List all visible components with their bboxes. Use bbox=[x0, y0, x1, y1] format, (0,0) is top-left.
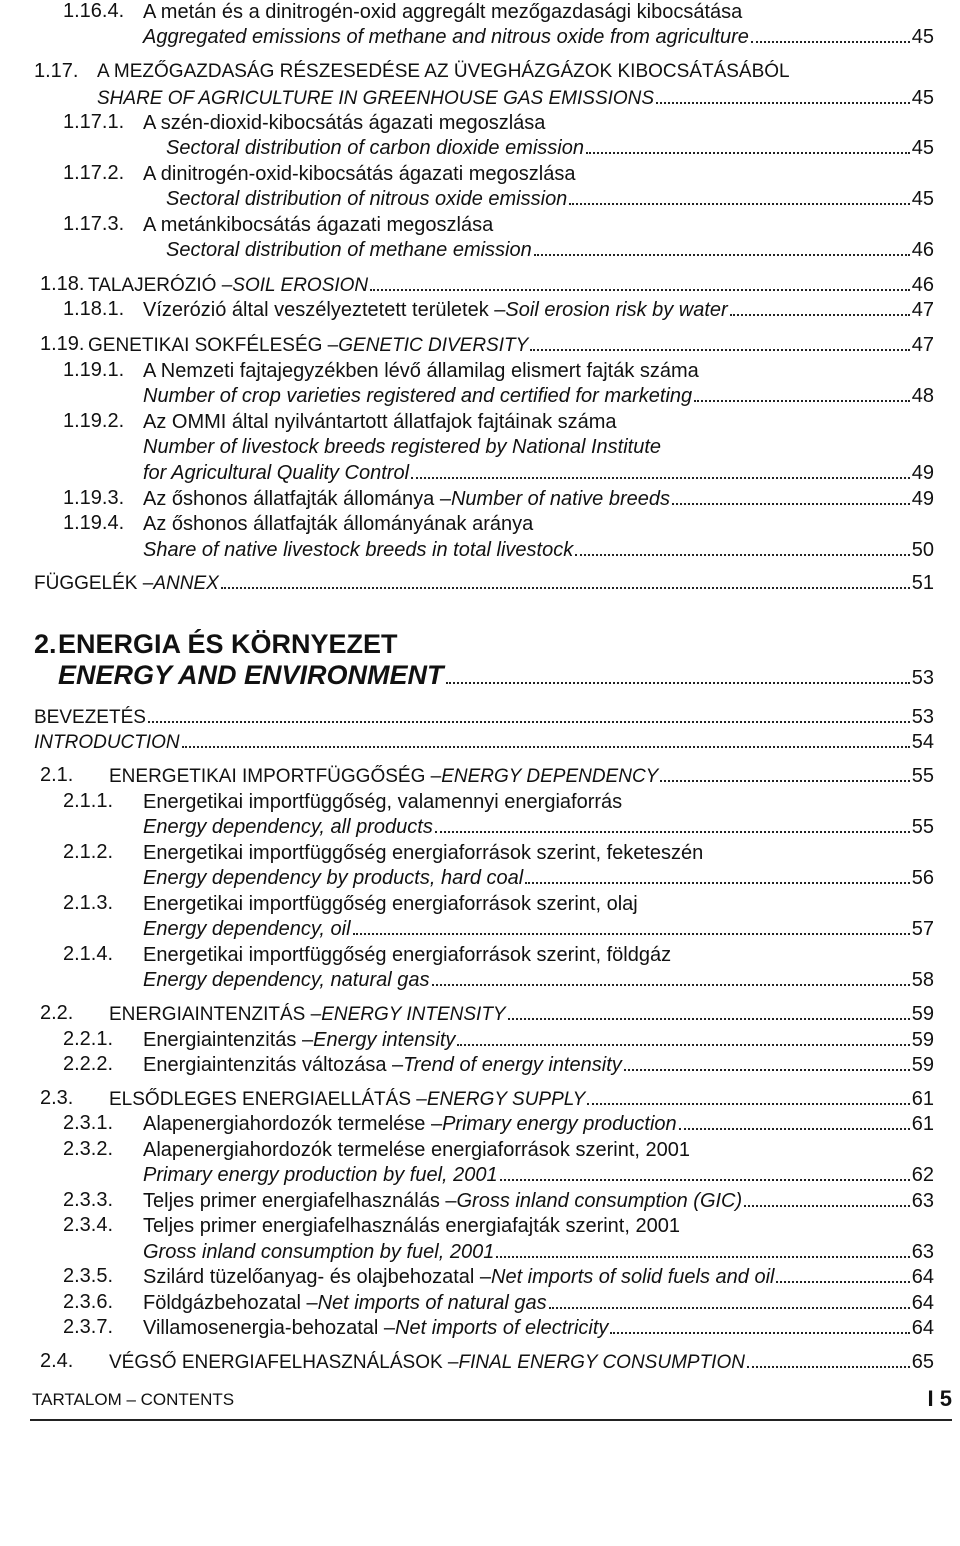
dot-leader bbox=[610, 1332, 909, 1334]
chapter-title: ENERGIA ÉS KÖRNYEZET bbox=[58, 629, 398, 659]
entry-italic: ENERGY SUPPLY bbox=[426, 1089, 586, 1110]
dot-leader bbox=[432, 984, 910, 986]
toc-entry[interactable] bbox=[166, 136, 934, 160]
entry-number: 2.3.2. bbox=[63, 1138, 114, 1160]
toc-entry[interactable] bbox=[34, 705, 934, 730]
dot-leader bbox=[549, 1307, 910, 1309]
toc-entry[interactable] bbox=[88, 333, 934, 358]
entry-italic: ENERGY DEPENDENCY bbox=[441, 766, 659, 787]
entry-number: 2.2.1. bbox=[63, 1028, 114, 1050]
page-number: 46 bbox=[911, 274, 934, 296]
dot-leader bbox=[679, 1128, 910, 1130]
entry-text: Teljes primer energiafelhasználás – bbox=[143, 1190, 457, 1212]
toc-entry-chapter[interactable] bbox=[58, 660, 934, 690]
dot-leader bbox=[744, 1205, 910, 1207]
entry-text: Földgázbehozatal – bbox=[143, 1292, 318, 1314]
entry-text: Az OMMI által nyilvántartott állatfajok fajtáinak száma bbox=[143, 411, 617, 433]
toc-entry[interactable] bbox=[143, 1163, 934, 1187]
toc-entry[interactable] bbox=[166, 187, 934, 211]
entry-italic: Gross inland consumption (GIC) bbox=[456, 1190, 743, 1212]
toc-entry[interactable] bbox=[143, 1189, 934, 1213]
page-number: 47 bbox=[911, 334, 934, 356]
entry-title bbox=[143, 162, 575, 186]
dot-leader bbox=[575, 554, 910, 556]
entry-italic: Energy dependency, all products bbox=[143, 816, 433, 838]
page-number: 55 bbox=[911, 816, 934, 838]
dot-leader bbox=[457, 1044, 909, 1046]
toc-entry[interactable] bbox=[143, 866, 934, 890]
footer-page-number: I 5 bbox=[927, 1386, 952, 1411]
page-number: 45 bbox=[911, 87, 934, 109]
page-number: 64 bbox=[911, 1317, 934, 1339]
chapter-number: 2. bbox=[34, 629, 57, 659]
entry-title bbox=[143, 435, 661, 459]
entry-italic: ANNEX bbox=[153, 573, 219, 594]
entry-number: 1.18.1. bbox=[63, 298, 125, 320]
entry-text: Teljes primer energiafelhasználás energiafajták szerint, 2001 bbox=[143, 1215, 680, 1237]
entry-number: 1.19. bbox=[40, 333, 85, 355]
toc-entry-annex[interactable] bbox=[34, 571, 934, 596]
entry-text: Az őshonos állatfajták állománya – bbox=[143, 488, 451, 510]
dot-leader bbox=[500, 1179, 910, 1181]
page-number: 61 bbox=[911, 1113, 934, 1135]
page-number: 63 bbox=[911, 1241, 934, 1263]
entry-number: 2.4. bbox=[40, 1350, 74, 1372]
entry-title bbox=[143, 0, 742, 24]
entry-text: Villamosenergia-behozatal – bbox=[143, 1317, 396, 1339]
page-number: 59 bbox=[911, 1029, 934, 1051]
toc-entry[interactable] bbox=[143, 1240, 934, 1264]
toc-entry[interactable] bbox=[143, 1265, 934, 1289]
entry-italic: SHARE OF AGRICULTURE IN GREENHOUSE GAS EMISSIONS bbox=[97, 88, 655, 109]
entry-text: Alapenergiahordozók termelése energiaforrások szerint, 2001 bbox=[143, 1139, 690, 1161]
entry-text: TALAJERÓZIÓ – bbox=[88, 275, 233, 296]
entry-italic: INTRODUCTION bbox=[34, 732, 180, 753]
entry-number: 2.1.4. bbox=[63, 943, 114, 965]
page-number: 59 bbox=[911, 1054, 934, 1076]
entry-text: BEVEZETÉS bbox=[34, 707, 146, 728]
page-number: 64 bbox=[911, 1266, 934, 1288]
entry-italic: for Agricultural Quality Control bbox=[143, 462, 410, 484]
page-number: 45 bbox=[911, 188, 934, 210]
dot-leader bbox=[370, 289, 910, 291]
entry-text: A szén-dioxid-kibocsátás ágazati megoszlása bbox=[143, 112, 546, 134]
page-number: 57 bbox=[911, 918, 934, 940]
entry-italic: Energy dependency, oil bbox=[143, 918, 351, 940]
toc-entry[interactable] bbox=[143, 1112, 934, 1136]
dot-leader bbox=[587, 1103, 909, 1105]
entry-text: Energetikai importfüggőség energiaforrások szerint, feketeszén bbox=[143, 842, 704, 864]
toc-entry[interactable] bbox=[34, 730, 934, 755]
page-number: 46 bbox=[911, 239, 934, 261]
entry-number: 1.19.2. bbox=[63, 410, 125, 432]
entry-text: Szilárd tüzelőanyag- és olajbehozatal – bbox=[143, 1266, 491, 1288]
page-number: 49 bbox=[911, 488, 934, 510]
toc-entry[interactable] bbox=[109, 1002, 934, 1027]
entry-italic: Net imports of electricity bbox=[395, 1317, 609, 1339]
entry-text: Energetikai importfüggőség, valamennyi energiaforrás bbox=[143, 791, 623, 813]
dot-leader bbox=[508, 1018, 910, 1020]
footer-label: TARTALOM – CONTENTS bbox=[32, 1390, 235, 1409]
entry-text: Energetikai importfüggőség energiaforrások szerint, földgáz bbox=[143, 944, 672, 966]
toc-entry[interactable] bbox=[109, 1350, 934, 1375]
dot-leader bbox=[624, 1069, 910, 1071]
toc-entry[interactable] bbox=[143, 461, 934, 485]
entry-title bbox=[143, 359, 699, 383]
entry-italic: ENERGY INTENSITY bbox=[321, 1004, 506, 1025]
dot-leader bbox=[221, 587, 910, 589]
entry-italic: Primary energy production bbox=[442, 1113, 677, 1135]
entry-italic: Sectoral distribution of carbon dioxide emission bbox=[166, 137, 584, 159]
entry-italic: Net imports of solid fuels and oil bbox=[491, 1266, 775, 1288]
page-number: 53 bbox=[911, 706, 934, 728]
footer-rule bbox=[30, 1419, 952, 1421]
entry-italic: GENETIC DIVERSITY bbox=[338, 335, 529, 356]
entry-italic: Energy dependency by products, hard coal bbox=[143, 867, 524, 889]
page-number: 51 bbox=[911, 572, 934, 594]
entry-italic: ENERGY AND ENVIRONMENT bbox=[58, 660, 444, 690]
entry-text: GENETIKAI SOKFÉLESÉG – bbox=[88, 335, 339, 356]
entry-italic: Gross inland consumption by fuel, 2001 bbox=[143, 1241, 495, 1263]
entry-italic: SOIL EROSION bbox=[232, 275, 369, 296]
dot-leader bbox=[530, 349, 909, 351]
entry-title bbox=[143, 1138, 690, 1162]
dot-leader bbox=[525, 882, 910, 884]
page-number: 45 bbox=[911, 26, 934, 48]
page-number: 65 bbox=[911, 1351, 934, 1373]
page-number: 45 bbox=[911, 137, 934, 159]
dot-leader bbox=[411, 477, 910, 479]
entry-italic: Primary energy production by fuel, 2001 bbox=[143, 1164, 498, 1186]
toc-entry[interactable] bbox=[143, 1316, 934, 1340]
entry-title bbox=[143, 892, 638, 916]
toc-entry[interactable] bbox=[143, 968, 934, 992]
entry-italic: Number of crop varieties registered and certified for marketing bbox=[143, 385, 693, 407]
page-number: 62 bbox=[911, 1164, 934, 1186]
dot-leader bbox=[569, 203, 909, 205]
entry-number: 1.17.1. bbox=[63, 111, 125, 133]
toc-entry[interactable] bbox=[143, 1028, 934, 1052]
entry-number: 2.1.2. bbox=[63, 841, 114, 863]
page-number: 54 bbox=[911, 731, 934, 753]
toc-entry[interactable] bbox=[143, 487, 934, 511]
entry-text: ENERGETIKAI IMPORTFÜGGŐSÉG – bbox=[109, 766, 442, 787]
dot-leader bbox=[586, 152, 910, 154]
entry-italic: Number of livestock breeds registered by National Institute bbox=[143, 436, 662, 458]
entry-text: A metán és a dinitrogén-oxid aggregált mezőgazdasági kibocsátása bbox=[143, 1, 743, 23]
entry-text: Az őshonos állatfajták állományának aránya bbox=[143, 513, 534, 535]
toc-entry[interactable] bbox=[166, 238, 934, 262]
dot-leader bbox=[660, 780, 909, 782]
toc-entry[interactable] bbox=[143, 384, 934, 408]
entry-number: 2.3.5. bbox=[63, 1265, 114, 1287]
entry-text: Energiaintenzitás változása – bbox=[143, 1054, 404, 1076]
dot-leader bbox=[751, 41, 910, 43]
entry-number: 2.1. bbox=[40, 764, 74, 786]
entry-number: 2.3.4. bbox=[63, 1214, 114, 1236]
entry-text: A dinitrogén-oxid-kibocsátás ágazati megoszlása bbox=[143, 163, 576, 185]
entry-italic: Sectoral distribution of methane emission bbox=[166, 239, 532, 261]
dot-leader bbox=[672, 503, 910, 505]
entry-number: 2.3. bbox=[40, 1087, 74, 1109]
entry-title bbox=[143, 512, 533, 536]
entry-italic: Share of native livestock breeds in total livestock bbox=[143, 539, 574, 561]
page-number: 64 bbox=[911, 1292, 934, 1314]
entry-text: Vízerózió által veszélyeztetett területek – bbox=[143, 299, 506, 321]
entry-number: 2.1.1. bbox=[63, 790, 114, 812]
page-number: 56 bbox=[911, 867, 934, 889]
entry-italic: Aggregated emissions of methane and nitrous oxide from agriculture bbox=[143, 26, 749, 48]
dot-leader bbox=[353, 933, 910, 935]
entry-italic: Number of native breeds bbox=[450, 488, 670, 510]
toc-entry[interactable] bbox=[143, 25, 934, 49]
entry-number: 1.17.2. bbox=[63, 162, 125, 184]
entry-italic: Soil erosion risk by water bbox=[505, 299, 728, 321]
dot-leader bbox=[776, 1281, 909, 1283]
page-number: 49 bbox=[911, 462, 934, 484]
entry-italic: Energy intensity bbox=[313, 1029, 456, 1051]
dot-leader bbox=[534, 254, 910, 256]
entry-italic: Energy dependency, natural gas bbox=[143, 969, 430, 991]
page-number: 55 bbox=[911, 765, 934, 787]
entry-italic: Sectoral distribution of nitrous oxide emission bbox=[166, 188, 568, 210]
entry-text: VÉGSŐ ENERGIAFELHASZNÁLÁSOK – bbox=[109, 1352, 459, 1373]
dot-leader bbox=[730, 314, 910, 316]
entry-text: FÜGGELÉK – bbox=[34, 573, 154, 594]
entry-number: 2.2.2. bbox=[63, 1053, 114, 1075]
entry-number: 2.1.3. bbox=[63, 892, 114, 914]
toc-entry[interactable] bbox=[88, 273, 934, 298]
entry-text: Energetikai importfüggőség energiaforrások szerint, olaj bbox=[143, 893, 638, 915]
entry-number: 1.19.4. bbox=[63, 512, 125, 534]
entry-number: 1.18. bbox=[40, 273, 85, 295]
entry-number: 1.19.1. bbox=[63, 359, 125, 381]
toc-entry[interactable] bbox=[143, 815, 934, 839]
toc-entry[interactable] bbox=[143, 1053, 934, 1077]
entry-number: 2.3.7. bbox=[63, 1316, 114, 1338]
toc-entry[interactable] bbox=[109, 1087, 934, 1112]
entry-title bbox=[143, 111, 545, 135]
entry-number: 1.17. bbox=[34, 60, 79, 82]
toc-entry[interactable] bbox=[97, 86, 934, 111]
entry-title bbox=[143, 841, 703, 865]
toc-entry[interactable] bbox=[143, 917, 934, 941]
entry-number: 1.17.3. bbox=[63, 213, 125, 235]
page-number: 53 bbox=[911, 667, 934, 689]
entry-italic: FINAL ENERGY CONSUMPTION bbox=[458, 1352, 745, 1373]
entry-title bbox=[143, 410, 617, 434]
entry-number: 2.2. bbox=[40, 1002, 74, 1024]
entry-number: 1.19.3. bbox=[63, 487, 125, 509]
dot-leader bbox=[148, 721, 910, 723]
entry-title bbox=[143, 943, 671, 967]
entry-text: Alapenergiahordozók termelése – bbox=[143, 1113, 443, 1135]
dot-leader bbox=[694, 400, 910, 402]
dot-leader bbox=[182, 746, 910, 748]
entry-number: 1.16.4. bbox=[63, 0, 125, 22]
dot-leader bbox=[747, 1366, 910, 1368]
entry-text: Energiaintenzitás – bbox=[143, 1029, 314, 1051]
dot-leader bbox=[435, 831, 910, 833]
entry-number: 2.3.1. bbox=[63, 1112, 114, 1134]
entry-text: ENERGIAINTENZITÁS – bbox=[109, 1004, 322, 1025]
entry-number: 2.3.3. bbox=[63, 1189, 114, 1211]
entry-title bbox=[143, 1214, 680, 1238]
page-number: 61 bbox=[911, 1088, 934, 1110]
toc-entry[interactable] bbox=[143, 298, 934, 322]
entry-title bbox=[143, 213, 493, 237]
dot-leader bbox=[656, 102, 910, 104]
page-number: 63 bbox=[911, 1190, 934, 1212]
toc-entry[interactable] bbox=[109, 764, 934, 789]
toc-entry[interactable] bbox=[143, 1291, 934, 1315]
entry-italic: Trend of energy intensity bbox=[403, 1054, 622, 1076]
entry-text: A Nemzeti fajtajegyzékben lévő államilag elismert fajták száma bbox=[143, 360, 699, 382]
entry-italic: Net imports of natural gas bbox=[317, 1292, 547, 1314]
page-number: 50 bbox=[911, 539, 934, 561]
page-number: 48 bbox=[911, 385, 934, 407]
page-number: 59 bbox=[911, 1003, 934, 1025]
dot-leader bbox=[496, 1256, 909, 1258]
page-number: 58 bbox=[911, 969, 934, 991]
entry-title bbox=[97, 60, 790, 84]
entry-text: ELSŐDLEGES ENERGIAELLÁTÁS – bbox=[109, 1089, 427, 1110]
entry-title bbox=[143, 790, 622, 814]
entry-text: A MEZŐGAZDASÁG RÉSZESEDÉSE AZ ÜVEGHÁZGÁZOK KIBOCSÁTÁSÁBÓL bbox=[97, 61, 790, 82]
entry-number: 2.3.6. bbox=[63, 1291, 114, 1313]
toc-entry[interactable] bbox=[143, 538, 934, 562]
page-number: 47 bbox=[911, 299, 934, 321]
dot-leader bbox=[446, 682, 910, 684]
entry-text: A metánkibocsátás ágazati megoszlása bbox=[143, 214, 494, 236]
